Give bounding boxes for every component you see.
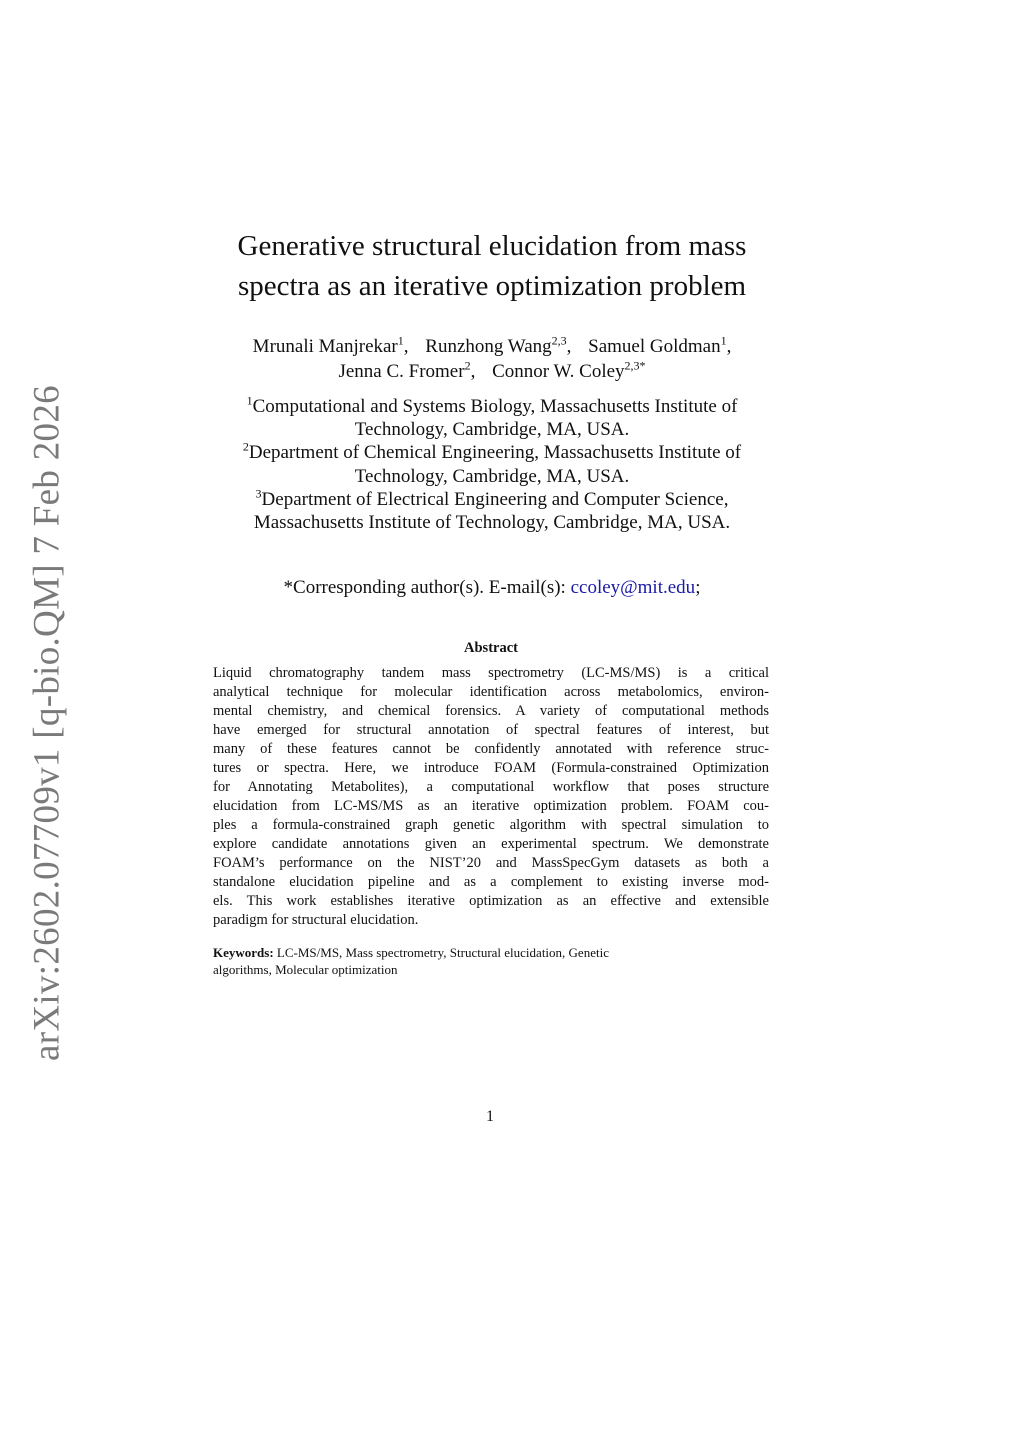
abstract-line: for Annotating Metabolites), a computational workflow that poses structure [213,779,769,795]
corresponding-author [180,576,804,600]
author: Runzhong Wang$^{2,3}$, [425,333,572,357]
affiliation-2: $^2$Department of Chemical Engineering, Massachusetts Institute of [242,440,742,464]
abstract-line: els. This work establishes iterative optimization as an effective and extensible [213,893,769,909]
paper-title [212,226,772,306]
abstract-line: Liquid chromatography tandem mass spectrometry (LC-MS/MS) is a critical [213,665,769,681]
page-number: 1 [486,1108,494,1125]
author: Samuel Goldman$^1$, [588,333,732,357]
author-row-2 [180,359,804,384]
abstract-line: have emerged for structural annotation of spectral features of interest, but [213,722,769,738]
abstract-line: analytical technique for molecular identification across metabolomics, environ- [213,684,769,700]
abstract-line: explore candidate annotations given an experimental spectrum. We demonstrate [213,836,769,852]
affiliation-3-cont: Massachusetts Institute of Technology, Cambridge, MA, USA. [253,512,731,534]
abstract-body [213,664,769,930]
author-list [180,334,804,384]
abstract-line: paradigm for structural elucidation. [213,912,419,928]
keywords-line-2: algorithms, Molecular optimization [213,962,398,977]
author-row-1 [180,334,804,359]
abstract-line: elucidation from LC-MS/MS as an iterative optimization problem. FOAM cou- [213,798,769,814]
abstract-line: mental chemistry, and chemical forensics. A variety of computational methods [213,703,769,719]
abstract-line: ples a formula-constrained graph genetic algorithm with spectral simulation to [213,817,769,833]
keywords [213,944,769,978]
title-line-1: Generative structural elucidation from mass [237,230,747,262]
corresponding-label: *Corresponding author(s). E-mail(s): [283,577,571,598]
abstract-line: tures or spectra. Here, we introduce FOAM (Formula-constrained Optimization [213,760,769,776]
abstract-line: FOAM’s performance on the NIST’20 and MassSpecGym datasets as both a [213,855,769,871]
abstract-line: many of these features cannot be confidently annotated with reference struc- [213,741,769,757]
keywords-line-1: Keywords: LC-MS/MS, Mass spectrometry, Structural elucidation, Genetic [213,945,609,960]
author: Connor W. Coley$^{2,3*}$ [492,358,646,382]
title-line-2: spectra as an iterative optimization problem [237,270,747,302]
corresponding-suffix: ; [695,577,701,598]
affiliation-1-cont: Technology, Cambridge, MA, USA. [354,419,630,441]
affiliation-3: $^3$Department of Electrical Engineering and Computer Science, [255,486,729,510]
author: Mrunali Manjrekar$^1$, [252,333,409,357]
arxiv-identifier-stamp: arXiv:2602.07709v1 [q-bio.QM] 7 Feb 2026 [26,385,68,1061]
abstract-line: standalone elucidation pipeline and as a complement to existing inverse mod- [213,874,769,890]
keywords-label: Keywords: [213,945,274,960]
email-link[interactable]: ccoley@mit.edu [570,577,696,598]
affiliation-2-cont: Technology, Cambridge, MA, USA. [354,465,630,487]
affiliation-list [180,395,804,534]
author: Jenna C. Fromer$^2$, [338,358,476,382]
abstract-heading: Abstract [464,640,518,656]
affiliation-1: $^1$Computational and Systems Biology, Massachusetts Institute of [246,393,738,417]
